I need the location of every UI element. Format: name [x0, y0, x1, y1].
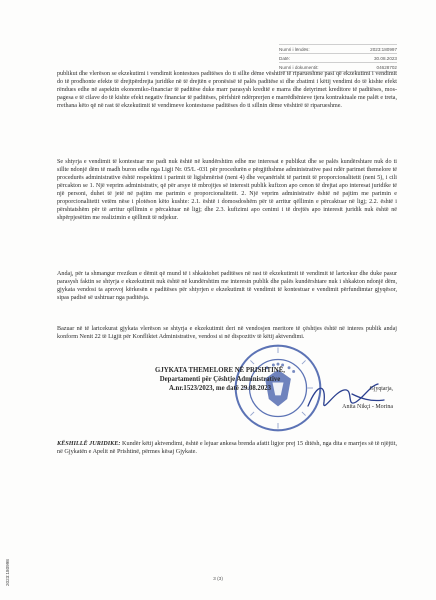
paragraph-text: Andaj, për ta shmangur rrezikun e dëmit që mund të i shkaktohet paditëses në rast të ekzekutimit të vendimit të lartcekur dhe duke pasur parasysh faktin se shtyrja e ekzekutimit nuk është në kundërshtim me interesin publik dhe palës kundërshtare nuk i shkakton ndonjë dëm, gjykata vendosi ta aprovoj kërkesën e paditëses për shtyrjen e ekzekutimit të vendimit të kontestuar e vendimit përfundimtar gjyqësor, sipas padisë së ushtruar nga paditësja. — [57, 271, 397, 302]
meta-value: 04628702 — [376, 64, 397, 70]
page-number: 3 (3) — [213, 577, 223, 582]
legal-advice-heading: KËSHILLË JURIDIKE: — [57, 440, 121, 447]
case-reference: A.nr.1523/2023, me datë 29.08.2023 — [168, 385, 272, 392]
meta-row-date — [279, 54, 397, 63]
signer-role: Gjyqtarja, — [369, 386, 393, 392]
paragraph-text: publikut dhe vlerëson se ekzekutimi i vendimit kontestues paditëses do ti sillte dëme vështirë të riparueshme pasi që ekzekutimi i vendimit do të prodhonte efekte të drejtpërdrejta juridike në të drejtën e pronësisë të palës paditëse si dhe zbatimi i këtij vendimi do të kishte efekt rëndues edhe në aspektin ekonomiko-financiar të paditëse duke marr parasysh kreditë e marra dhe detyrimet kreditore të paditëses, mos-pagesa e të cilave do të kishte efekt negativ financiar të paditëses, përfshirë ndërprerjen e marrëdhënieve tjera kontraktuale me palët e treta, rrethana këto që në rast të ekzekutimit të vendimeve kontestuese paditëses do ti sillnin dëme vështirë të riparueshme. — [57, 71, 397, 110]
court-department: Departamenti për Çështje Administrative — [159, 376, 281, 383]
paragraph-text: Se shtyrja e vendimit të kontestuar me padi nuk është në kundërshtim edhe me interesat e publikut dhe se palës kundërshtare nuk do ti sillte ndonjë dëm të madh buron edhe nga Ligji Nr. 05/L -031 për procedurën e përgjithshme administrative pasi ndër parimet themelore të procedurës administrative është respektimi i parimit të ligjshmërisë (neni 4) dhe veçanërisht të parimit të proporcionalitetit (neni 5), i cili përcakton se 1. Një veprim administrativ, që për arsye të mbrojtjes së interesit publik kufizon apo cenon të drejtat apo interesat juridike të një personi, duhet të jetë në pajtim me parimin e proporcionalitetit. 2. Një veprim administrativ është në pajtim me parimin e proporcionalitetit vetëm nëse i plotëson këto kushte: 2.1. është i domosdoshëm për të arritur qëllimin e përcaktuar në ligj; 2.2. është i përshtatshëm për të arritur qëllimin e përcaktuar në ligj; dhe 2.3. kufizimi apo cenimi i të drejtës apo interesit juridik nuk është në shpërpjesëtim me realizimin e qëllimit të ndjekur. — [57, 159, 397, 222]
legal-advice-text: Kundër këtij aktvendimi, është e lejuar ankesa brenda afatit ligjor prej 15 ditësh, nga dita e marrjes së të njëjtit, në Gjykatën e Apelit në Prishtinë, përmes kësaj Gjykate. — [57, 440, 398, 456]
body-paragraph-1 — [57, 70, 397, 110]
signer-name: Anita Nikçi - Morina — [342, 404, 393, 410]
meta-label: Datë: — [279, 55, 290, 61]
legal-advice-paragraph — [57, 440, 397, 456]
meta-value: 2023:180997 — [370, 46, 397, 52]
body-paragraph-2 — [57, 158, 397, 222]
body-paragraph-3 — [57, 270, 397, 302]
meta-row-case-number — [279, 44, 397, 54]
meta-value: 30.08.2023 — [374, 55, 397, 61]
judge-signature — [300, 372, 390, 422]
signer-block — [308, 386, 393, 410]
body-paragraph-4 — [57, 325, 397, 341]
meta-label: Numri i lëndës: — [279, 46, 310, 52]
meta-label: Numri i dokumentit: — [279, 64, 319, 70]
side-case-id-text: 2023:180998 — [5, 559, 10, 586]
case-meta-table — [279, 44, 397, 72]
paragraph-text: Bazuar në të lartcekurat gjykata vlerëson se shtyrja e ekzekutimit deri në vendosjen meritore të çështjes është në interes publik andaj konform Nenit 22 të Ligjit për Konfliktet Administrative, vendosi si në dispozitiv të këtij aktvendimi. — [57, 326, 397, 341]
court-name: GJYKATA THEMELORE NË PRISHTINË, — [155, 367, 285, 374]
